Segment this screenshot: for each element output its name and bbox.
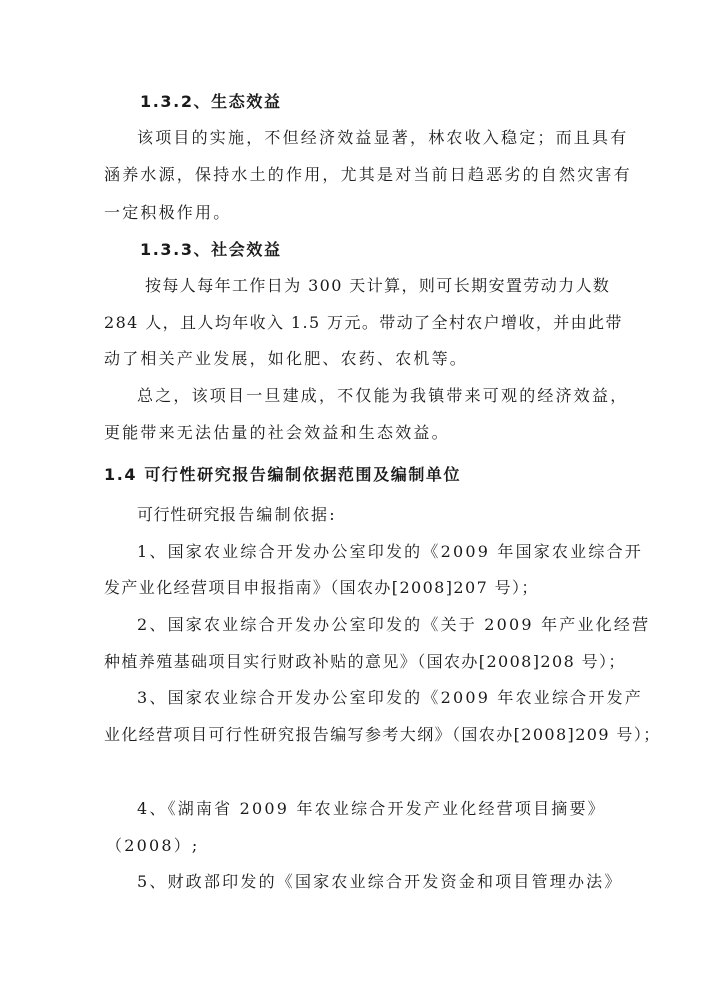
list-item-line: 1、国家农业综合开发办公室印发的《2009 年国家农业综合开 [137,542,643,561]
list-item-line: 业化经营项目可行性研究报告编写参考大纲》（国农办[2008]209 号）； [104,725,661,744]
section-heading-1-3-3: 1.3.3、社会效益 [140,240,282,259]
list-item-line: 3、国家农业综合开发办公室印发的《2009 年农业综合开发产 [137,688,643,707]
basis-label [137,505,337,525]
list-item-line: 种植养殖基础项目实行财政补贴的意见》（国农办[2008]208 号）； [104,652,626,671]
paragraph-line: 更能带来无法估量的社会效益和生态效益。 [104,423,450,442]
list-item-line: 发产业化经营项目申报指南》（国农办[2008]207 号）； [104,578,539,597]
paragraph-line: 按每人每年工作日为 300 天计算，则可长期安置劳动力人数 [145,276,611,295]
list-item-line: 4、《湖南省 2009 年农业综合开发产业化经营项目摘要》 [137,799,606,818]
paragraph-line: 一定积极作用。 [104,203,232,222]
basis-label-a: 可行性研究 [137,505,221,524]
list-item-line: 2、国家农业综合开发办公室印发的《关于 2009 年产业化经营 [137,615,651,634]
list-item-line: 5、财政部印发的《国家农业综合开发资金和项目管理办法》 [137,872,623,891]
section-heading-1-3-2: 1.3.2、生态效益 [140,92,282,111]
paragraph-line: 动了相关产业发展，如化肥、农药、农机等。 [104,349,469,368]
list-item-line: （2008）; [106,836,200,855]
paragraph-line: 284 人，且人均年收入 1.5 万元。带动了全村农户增收，并由此带 [104,313,623,332]
paragraph-line: 该项目的实施，不但经济效益显著，林农收入稳定；而且具有 [137,128,629,147]
basis-label-b: 报告编制依据: [220,505,337,524]
paragraph-line: 总之，该项目一旦建成，不仅能为我镇带来可观的经济效益， [137,386,629,405]
paragraph-line: 涵养水源，保持水土的作用，尤其是对当前日趋恶劣的自然灾害有 [104,165,632,184]
section-heading-1-4: 1.4 可行性研究报告编制依据范围及编制单位 [104,465,462,484]
